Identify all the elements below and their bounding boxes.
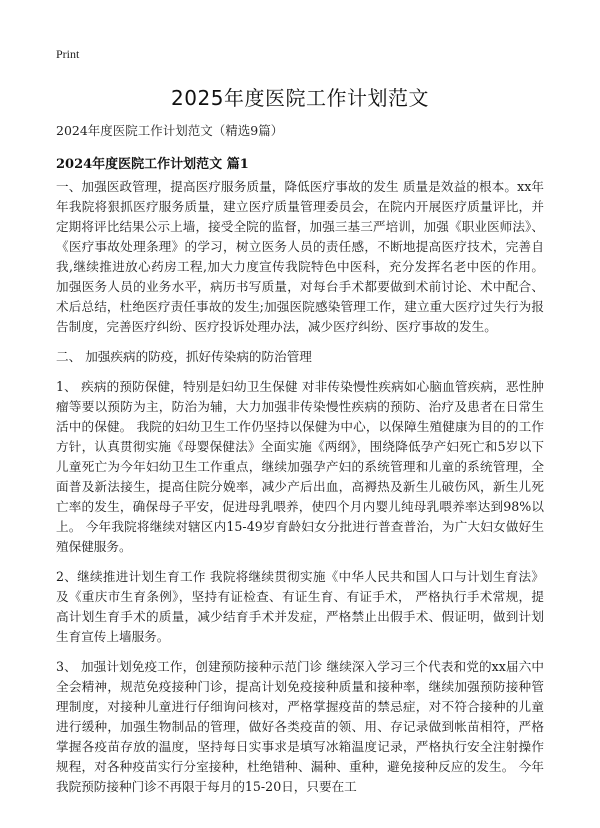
paragraph-preventive-care: 1、 疾病的预防保健，特别是妇幼卫生保健 对非传染慢性疾病如心脑血管疾病，恶性肿瘤等要以预防为主，防治为辅，大力加强非传染慢性疾病的预防、治疗及患者在日常生活中的保健。 我院的妇幼卫生工作仍坚持以保健为中心，以保障生殖健康为目的的工作方针，认真贯彻实施《母婴保健法》全面实施《两纲》，围绕降低孕产妇死亡和5岁以下儿童死亡为今年妇幼卫生工作重点，继续加强孕产妇的系统管理和儿童的系统管理，全面普及新法接生，提高住院分娩率，减少产后出血，高褥热及新生儿破伤风，新生儿死亡率的发生，确保母子平安，促进母乳喂养，使四个月内婴儿纯母乳喂养率达到98%以上。 今年我院将继续对辖区内15-49岁育龄妇女分批进行普查普治，为广大妇女做好生殖保健服务。 (56, 379, 544, 554)
document-title: 2025年度医院工作计划范文 (171, 86, 429, 110)
paragraph-immunization: 3、 加强计划免疫工作，创建预防接种示范门诊 继续深入学习三个代表和党的xx届六中全会精神，规范免疫接种门诊，提高计划免疫接种质量和接种率，继续加强预防接种管理制度，对接种儿童进行仔细询问核对，严格掌握疫苗的禁忌症，对不符合接种的儿童进行缓种，加强生物制品的管理，做好各类疫苗的领、用、存记录做到帐苗相符，严格掌握各疫苗存放的温度，坚持每日实事求是填写冰箱温度记录，严格执行安全注射操作规程，对各种疫苗实行分室接种，杜绝错种、漏种、重种，避免接种反应的发生。 今年我院预防接种门诊不再限于每月的15-20日，只要在工 (56, 659, 544, 794)
document-subtitle: 2024年度医院工作计划范文（精选9篇） (56, 123, 284, 138)
paragraph-medical-administration: 一、加强医政管理，提高医疗服务质量，降低医疗事故的发生 质量是效益的根本。xx年年我院将狠抓医疗服务质量，建立医疗质量管理委员会，在院内开展医疗质量评比，并定期将评比结果公示上墙，接受全院的监督，加强三基三严培训，加强《职业医师法》、《医疗事故处理条理》的学习，树立医务人员的责任感，不断地提高医疗技术，完善自我,继续推进放心药房工程,加大力度宣传我院特色中医科，充分发挥名老中医的作用。 加强医务人员的业务水平，病历书写质量，对每台手术都要做到术前讨论、术中配合、术后总结，杜绝医疗责任事故的发生;加强医院感染管理工作，建立重大医疗过失行为报告制度，完善医疗纠纷、医疗投诉处理办法，减少医疗纠纷、医疗事故的发生。 (56, 179, 544, 334)
document-body (56, 177, 544, 797)
paragraph-family-planning: 2、继续推进计划生育工作 我院将继续贯彻实施《中华人民共和国人口与计划生育法》及《重庆市生育条例》，坚持有证检查、有证生育、有证手术， 严格执行手术常规，提高计划生育手术的质量，减少结育手术并发症，严格禁止出假手术、假证明，做到计划生育宣传上墙服务。 (56, 569, 544, 644)
print-label: Print (56, 47, 80, 61)
section-heading: 2024年度医院工作计划范文 篇1 (56, 157, 249, 172)
paragraph-disease-prevention-heading: 二、 加强疾病的防疫，抓好传染病的防治管理 (56, 349, 312, 364)
